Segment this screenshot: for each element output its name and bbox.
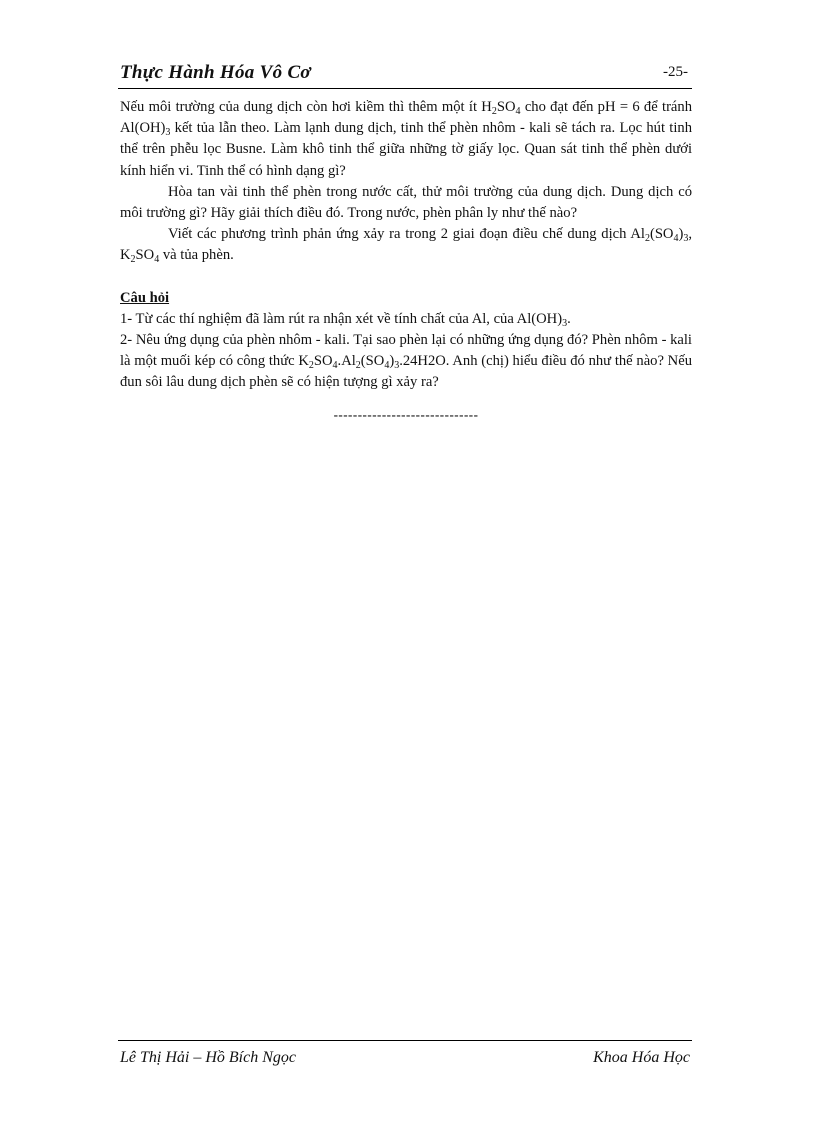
paragraph-3: Viết các phương trình phản ứng xảy ra trong 2 giai đoạn điều chế dung dịch $Al_2(SO_4)_3$, $K_2SO_4$ và tủa phèn. [120, 226, 692, 266]
footer-authors: Lê Thị Hải – Hồ Bích Ngọc [120, 1049, 296, 1066]
page-footer [118, 1040, 692, 1071]
section-divider: ------------------------------ [333, 406, 479, 422]
paragraph-2: Hòa tan vài tinh thể phèn trong nước cất, thử môi trường của dung dịch. Dung dịch có môi trường gì? Hãy giải thích điều đó. Trong nước, phèn phân ly như thế nào? [120, 183, 692, 222]
page-number: -25- [663, 64, 688, 80]
questions-heading: Câu hỏi [120, 289, 170, 306]
footer-department: Khoa Hóa Học [593, 1049, 690, 1066]
page-header [118, 58, 692, 89]
paragraph-1: Nếu môi trường của dung dịch còn hơi kiềm thì thêm một ít $H_2SO_4$ cho đạt đến pH = 6 để tránh $Al(OH)_3$ kết tủa lẫn theo. Làm lạnh dung dịch, tinh thể phèn nhôm - kali sẽ tách ra. Lọc hút tinh thể trên phễu lọc Busne. Làm khô tinh thể giữa những tờ giấy lọc. Quan sát tinh thể phèn dưới kính hiển vi. Tinh thể có hình dạng gì? [120, 99, 692, 179]
question-2: 2- Nêu ứng dụng của phèn nhôm - kali. Tại sao phèn lại có những ứng dụng đó? Phèn nhôm - kali là một muối kép có công thức $K_2SO_4.Al_2(SO_4)_3.24H2O$. Anh (chị) hiểu điều đó như thế nào? Nếu đun sôi lâu dung dịch phèn sẽ có hiện tượng gì xảy ra? [120, 332, 692, 391]
question-1: 1- Từ các thí nghiệm đã làm rút ra nhận xét về tính chất của Al, của $Al(OH)_3$. [120, 310, 571, 329]
header-title: Thực Hành Hóa Vô Cơ [120, 62, 311, 83]
page-content [120, 97, 692, 425]
